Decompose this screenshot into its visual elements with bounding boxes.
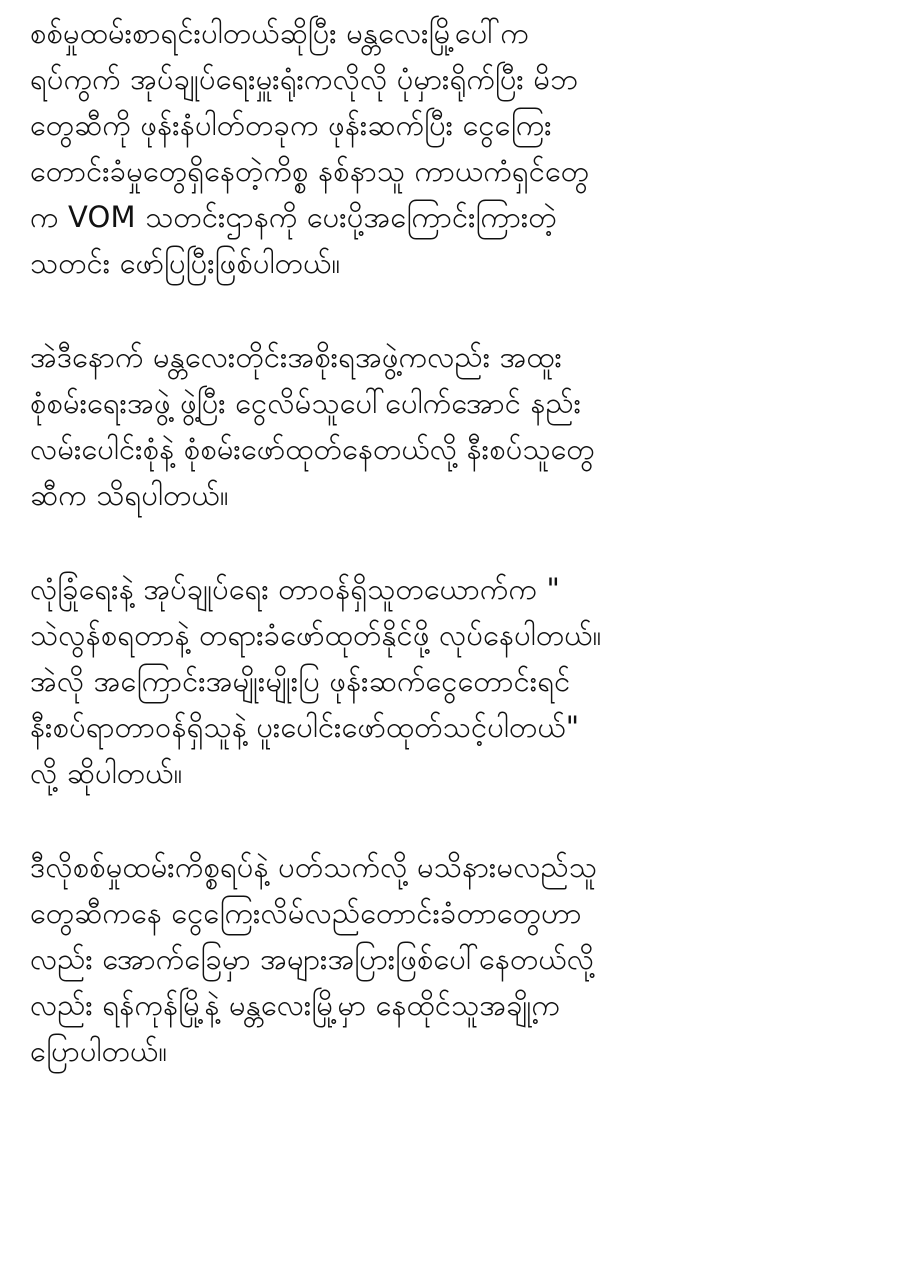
text-line: က VOM သတင်းဌာနကို ပေးပို့အကြောင်းကြားတဲ့ bbox=[30, 200, 557, 234]
paragraph-spacer bbox=[30, 796, 884, 844]
paragraph-3 bbox=[30, 566, 884, 796]
text-line: နီးစပ်ရာတာဝန်ရှိသူနဲ့ ပူးပေါင်းဖော်ထုတ်သင့်ပါတယ်" bbox=[30, 710, 580, 744]
paragraph-4 bbox=[30, 844, 884, 1074]
text-line: ဆီက သိရပါတယ်။ bbox=[30, 478, 229, 512]
text-line: သတင်း ဖော်ပြပြီးဖြစ်ပါတယ်။ bbox=[30, 246, 341, 280]
text-line: တွေဆီကနေ ငွေကြေးလိမ်လည်တောင်းခံတာတွေဟာ bbox=[30, 896, 582, 930]
paragraph-2 bbox=[30, 334, 884, 518]
text-line: လို့ ဆိုပါတယ်။ bbox=[30, 756, 183, 790]
text-line: အဲလို အကြောင်းအမျိုးမျိုးပြ ဖုန်းဆက်ငွေတောင်းရင် bbox=[30, 664, 571, 698]
paragraph-spacer bbox=[30, 286, 884, 334]
text-line: ရပ်ကွက် အုပ်ချုပ်ရေးမှူးရုံးကလိုလို ပုံမှားရိုက်ပြီး မိဘ bbox=[30, 62, 579, 96]
text-line: စစ်မှုထမ်းစာရင်းပါတယ်ဆိုပြီး မန္တလေးမြို့ပေါ်က bbox=[30, 16, 529, 50]
text-line: လည်း ရန်ကုန်မြို့နဲ့ မန္တလေးမြို့မှာ နေထိုင်သူအချို့က bbox=[30, 988, 561, 1022]
text-line: လည်း အောက်ခြေမှာ အများအပြားဖြစ်ပေါ်နေတယ်လို့ bbox=[30, 942, 595, 976]
text-line: လုံခြုံရေးနဲ့ အုပ်ချုပ်ရေး တာဝန်ရှိသူတယောက်က " bbox=[30, 572, 561, 606]
text-line: တွေဆီကို ဖုန်းနံပါတ်တခုက ဖုန်းဆက်ပြီး ငွေကြေး bbox=[30, 108, 552, 142]
text-line: ပြောပါတယ်။ bbox=[30, 1034, 168, 1068]
paragraph-spacer bbox=[30, 518, 884, 566]
text-line: စုံစမ်းရေးအဖွဲ့ ဖွဲ့ပြီး ငွေလိမ်သူပေါ်ပေါက်အောင် နည်း bbox=[30, 386, 582, 420]
text-line: ဒီလိုစစ်မှုထမ်းကိစ္စရပ်နဲ့ ပတ်သက်လို့ မသိနားမလည်သူ bbox=[30, 850, 598, 884]
text-line: တောင်းခံမှုတွေရှိနေတဲ့ကိစ္စ နစ်နာသူ ကာယကံရှင်တွေ bbox=[30, 154, 590, 188]
text-line: လမ်းပေါင်းစုံနဲ့ စုံစမ်းဖော်ထုတ်နေတယ်လို့ နီးစပ်သူတွေ bbox=[30, 432, 595, 466]
text-line: သဲလွန်စရတာနဲ့ တရားခံဖော်ထုတ်နိုင်ဖို့ လုပ်နေပါတယ်။ bbox=[30, 618, 602, 652]
paragraph-1 bbox=[30, 10, 884, 286]
text-line: အဲဒီနောက် မန္တလေးတိုင်းအစိုးရအဖွဲ့ကလည်း အထူး bbox=[30, 340, 563, 374]
